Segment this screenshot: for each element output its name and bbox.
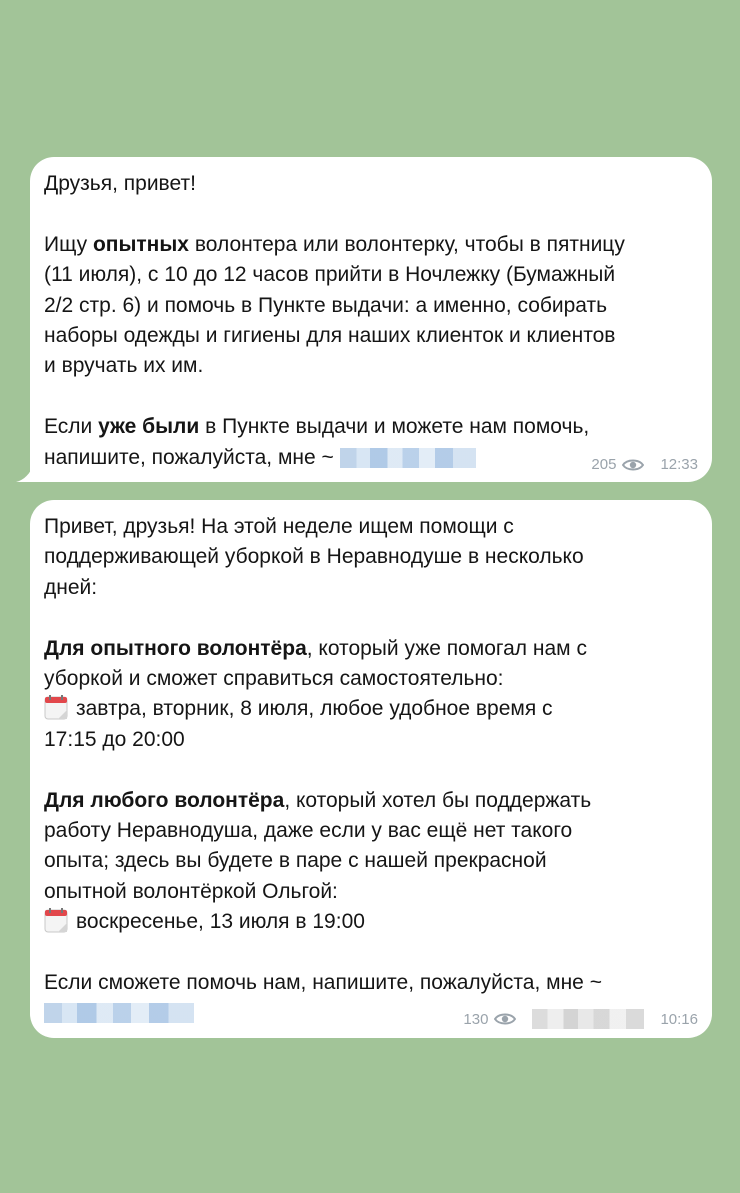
- text-segment: опытной волонтёркой Ольгой:: [44, 879, 338, 903]
- text-line: [44, 573, 698, 603]
- text-line: [44, 291, 698, 321]
- blank-line: [44, 382, 698, 412]
- text-line: [44, 512, 698, 542]
- redacted-username[interactable]: [340, 448, 476, 468]
- text-segment: напишите, пожалуйста, мне ~: [44, 445, 340, 469]
- text-line: [44, 169, 698, 199]
- text-line: [44, 968, 698, 998]
- text-segment: и вручать их им.: [44, 354, 204, 378]
- view-count: 130: [463, 1010, 489, 1028]
- text-segment: Друзья, привет!: [44, 172, 196, 195]
- text-line: [44, 230, 698, 260]
- message-meta: [591, 456, 698, 473]
- text-line: [44, 542, 698, 572]
- bold-text: опытных: [92, 232, 189, 256]
- text-segment: опыта; здесь вы будете в паре с нашей прекрасной: [44, 849, 547, 873]
- text-segment: работу Неравнодуша, даже если у вас ещё нет такого: [44, 819, 573, 843]
- text-line: [44, 260, 698, 290]
- author-name-blurred: [532, 1009, 644, 1029]
- eye-icon: [494, 1012, 516, 1026]
- text-line: [44, 412, 698, 442]
- blank-line: [44, 755, 698, 785]
- text-line: [44, 846, 698, 876]
- blank-line: [44, 603, 698, 633]
- text-segment: волонтера или волонтерку, чтобы в пятницу: [188, 232, 625, 256]
- text-segment: дней:: [44, 575, 98, 599]
- text-line: [44, 634, 698, 664]
- bold-text: Для опытного волонтёра: [44, 636, 307, 660]
- text-segment: Ищу: [44, 232, 93, 256]
- text-line: [44, 907, 698, 937]
- text-line: [44, 816, 698, 846]
- calendar-icon: [44, 694, 68, 720]
- text-line: [44, 351, 698, 381]
- view-count: 205: [591, 456, 617, 473]
- text-segment: 17:15 до 20:00: [44, 727, 185, 751]
- bold-text: уже были: [98, 415, 200, 439]
- text-segment: в Пункте выдачи и можете нам помочь,: [199, 415, 590, 439]
- message-time: 12:33: [660, 456, 698, 473]
- text-line: [44, 877, 698, 907]
- text-segment: поддерживающей уборкой в Неравнодуше в несколько: [44, 545, 584, 569]
- text-segment: наборы одежды и гигиены для наших клиенток и клиентов: [44, 324, 616, 348]
- text-segment: 2/2 стр. 6) и помочь в Пункте выдачи: а именно, собирать: [44, 293, 608, 317]
- message-text: [44, 512, 698, 1029]
- text-segment: воскресенье, 13 июля в 19:00: [76, 910, 365, 934]
- text-line: [44, 321, 698, 351]
- text-segment: , который хотел бы поддержать: [284, 788, 592, 812]
- text-segment: Если сможете помочь нам, напишите, пожалуйста, мне ~: [44, 971, 602, 995]
- message-text: [44, 169, 698, 473]
- bubble-tail: [16, 464, 34, 482]
- blank-line: [44, 938, 698, 968]
- blank-line: [44, 199, 698, 229]
- message-bubble-1[interactable]: [30, 157, 712, 482]
- text-segment: , который уже помогал нам с: [306, 636, 587, 660]
- text-line: [44, 664, 698, 694]
- text-segment: уборкой и сможет справиться самостоятельно:: [44, 667, 504, 691]
- calendar-icon: [44, 907, 68, 933]
- message-time: 10:16: [660, 1010, 698, 1028]
- text-line: [44, 725, 698, 755]
- redacted-username[interactable]: [44, 1003, 194, 1023]
- text-segment: Если: [44, 415, 99, 439]
- text-segment: Привет, друзья! На этой неделе ищем помощи с: [44, 515, 514, 538]
- message-bubble-2[interactable]: [30, 500, 712, 1038]
- eye-icon: [622, 458, 644, 472]
- bold-text: Для любого волонтёра: [44, 788, 285, 812]
- text-segment: (11 июля), с 10 до 12 часов прийти в Ночлежку (Бумажный: [44, 263, 616, 287]
- text-segment: завтра, вторник, 8 июля, любое удобное время с: [76, 697, 553, 721]
- text-line: [44, 694, 698, 724]
- text-line: [44, 786, 698, 816]
- message-meta: [463, 1009, 698, 1029]
